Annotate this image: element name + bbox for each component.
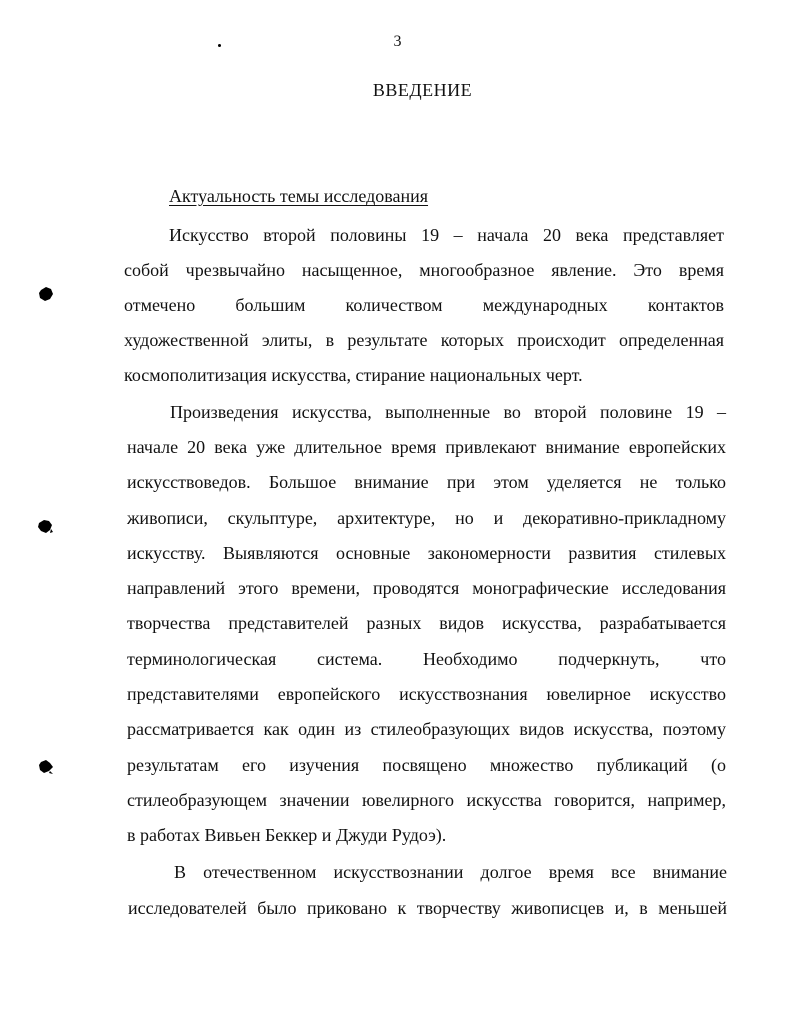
page-number: 3	[393, 33, 402, 50]
text-line: исследователей было приковано к творчеству живописцев и, в меньшей	[128, 898, 727, 918]
punch-hole-mark	[38, 759, 54, 775]
text-line: Произведения искусства, выполненные во второй половине 19 –	[170, 402, 726, 422]
text-line: рассматривается как один из стилеобразующих видов искусства, поэтому	[127, 719, 726, 739]
section-heading: Актуальность темы исследования	[169, 186, 429, 206]
text-line: космополитизация искусства, стирание национальных черт.	[124, 365, 583, 385]
text-line: В отечественном искусствознании долгое время все внимание	[174, 862, 727, 882]
text-line: в работах Вивьен Беккер и Джуди Рудоэ).	[127, 825, 447, 845]
text-line: собой чрезвычайно насыщенное, многообразное явление. Это время	[124, 260, 724, 280]
text-line: творчества представителей разных видов искусства, разрабатывается	[127, 613, 726, 633]
punch-hole-mark	[38, 286, 54, 302]
text-line: Искусство второй половины 19 – начала 20 века представляет	[169, 225, 724, 245]
page-title: ВВЕДЕНИЕ	[372, 80, 473, 100]
text-line: художественной элиты, в результате которых происходит определенная	[124, 330, 724, 350]
text-line: результатам его изучения посвящено множество публикаций (о	[127, 755, 726, 775]
text-line: искусствоведов. Большое внимание при этом уделяется не только	[127, 472, 726, 492]
scan-speck	[218, 44, 221, 47]
text-line: терминологическая система. Необходимо подчеркнуть, что	[127, 649, 726, 669]
text-line: начале 20 века уже длительное время привлекают внимание европейских	[127, 437, 726, 457]
text-line: стилеобразующем значении ювелирного искусства говорится, например,	[127, 790, 726, 810]
text-line: живописи, скульптуре, архитектуре, но и декоративно-прикладному	[127, 508, 726, 528]
text-line: отмечено большим количеством международных контактов	[124, 295, 724, 315]
text-line: направлений этого времени, проводятся монографические исследования	[127, 578, 726, 598]
text-line: искусству. Выявляются основные закономерности развития стилевых	[127, 543, 726, 563]
punch-hole-mark	[37, 518, 54, 535]
text-line: представителями европейского искусствознания ювелирное искусство	[127, 684, 726, 704]
